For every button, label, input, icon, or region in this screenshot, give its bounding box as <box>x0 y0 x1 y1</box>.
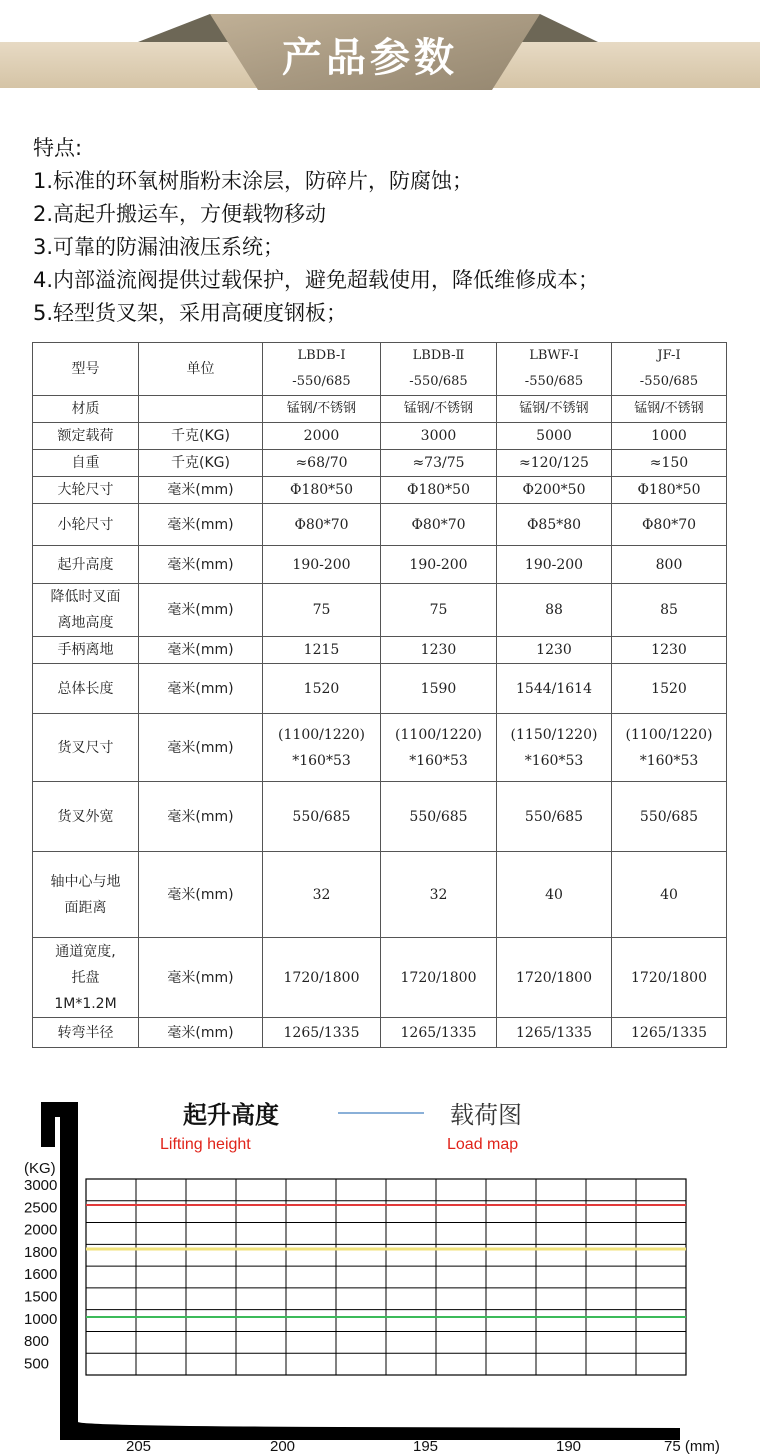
value-cell <box>612 504 727 546</box>
value-cell-line: 锰钢/不锈钢 <box>634 401 704 416</box>
value-cell-line: 550/685 <box>409 808 468 825</box>
param-cell-line: 离地高度 <box>57 615 114 631</box>
x-tick-label: 190 <box>556 1438 582 1455</box>
value-cell-line: (1150/1220) <box>510 726 598 743</box>
param-cell-line: 轴中心与地 <box>50 873 121 890</box>
model-header-cell <box>612 343 727 396</box>
value-cell <box>263 637 381 664</box>
value-cell <box>612 714 727 782</box>
value-cell-line: 190-200 <box>524 556 584 573</box>
param-cell <box>33 546 139 584</box>
value-cell-line: ≈120/125 <box>519 455 589 471</box>
load-chart-svg <box>0 1085 760 1455</box>
value-cell-line: 1520 <box>303 680 340 697</box>
value-cell-line: 锰钢/不锈钢 <box>286 401 357 416</box>
table-row <box>33 396 727 423</box>
value-cell <box>263 450 381 477</box>
y-tick-label: 500 <box>24 1355 50 1373</box>
param-cell-line: 自重 <box>71 455 100 471</box>
value-cell <box>612 782 727 852</box>
value-cell-line: Φ180*50 <box>406 482 470 498</box>
value-cell-line: 1230 <box>420 642 457 658</box>
value-cell-line: 88 <box>545 602 563 618</box>
param-cell <box>33 938 139 1018</box>
page-title: 产品参数 <box>282 35 458 81</box>
x-tick-label: 75 (mm) <box>664 1438 720 1455</box>
value-cell-line: 1265/1335 <box>400 1024 477 1041</box>
value-cell <box>497 450 612 477</box>
feature-item: 3.可靠的防漏油液压系统； <box>33 235 285 259</box>
y-tick-label: 2500 <box>24 1199 58 1217</box>
value-cell-line: (1100/1220) <box>625 726 713 743</box>
value-cell-line: Φ180*50 <box>637 482 701 498</box>
table-row <box>33 423 727 450</box>
y-tick-label: 800 <box>24 1333 50 1351</box>
value-cell-line: 1000 <box>651 428 687 444</box>
value-cell <box>497 423 612 450</box>
value-cell-line: 32 <box>429 886 448 903</box>
unit-cell: 毫米(mm) <box>139 782 263 852</box>
x-tick-label: 205 <box>126 1438 152 1455</box>
value-cell <box>381 714 497 782</box>
value-cell <box>381 852 497 938</box>
value-cell-line: *160*53 <box>524 752 584 769</box>
y-tick-label: 1000 <box>24 1310 58 1328</box>
value-cell-line: 1520 <box>651 680 687 697</box>
value-cell-line: *160*53 <box>292 752 351 769</box>
value-cell-line: *160*53 <box>409 752 468 769</box>
value-cell-line: 40 <box>660 886 678 903</box>
param-cell-line: 材质 <box>71 401 100 417</box>
param-cell-line: 小轮尺寸 <box>57 516 114 533</box>
table-row <box>33 450 727 477</box>
value-cell-line: 1720/1800 <box>631 969 707 986</box>
x-tick-label: 195 <box>413 1438 439 1455</box>
param-cell-line: 货叉外宽 <box>57 808 114 825</box>
unit-cell: 毫米(mm) <box>139 584 263 637</box>
feature-item: 1.标准的环氧树脂粉末涂层，防碎片，防腐蚀； <box>33 169 474 193</box>
chart-grid <box>86 1179 686 1375</box>
value-cell <box>612 1018 727 1048</box>
model-header-cell-line: -550/685 <box>409 374 468 389</box>
param-cell-line: 货叉尺寸 <box>57 739 114 756</box>
value-cell-line: 锰钢/不锈钢 <box>403 401 474 416</box>
table-row <box>33 852 727 938</box>
model-header-cell-line: JF-Ⅰ <box>657 348 681 363</box>
value-cell <box>497 477 612 504</box>
value-cell-line: 1544/1614 <box>516 680 592 697</box>
y-tick-label: 2000 <box>24 1221 58 1239</box>
value-cell <box>381 423 497 450</box>
value-cell <box>497 504 612 546</box>
value-cell <box>612 584 727 637</box>
value-cell-line: Φ200*50 <box>522 482 586 498</box>
y-tick-label: 3000 <box>24 1177 58 1194</box>
table-row <box>33 714 727 782</box>
model-header-cell-line: LBDB-Ⅱ <box>412 348 465 363</box>
value-cell-line: (1100/1220) <box>278 726 365 743</box>
param-cell <box>33 852 139 938</box>
param-cell-line: 大轮尺寸 <box>57 482 114 498</box>
model-header-cell <box>263 343 381 396</box>
unit-cell: 千克(KG) <box>139 423 263 450</box>
value-cell <box>497 584 612 637</box>
table-row <box>33 664 727 714</box>
param-cell-line: 面距离 <box>64 899 107 916</box>
param-cell <box>33 450 139 477</box>
feature-item: 5.轻型货叉架，采用高硬度钢板； <box>33 301 348 325</box>
unit-cell: 毫米(mm) <box>139 664 263 714</box>
value-cell-line: 190-200 <box>292 556 351 573</box>
param-cell <box>33 584 139 637</box>
value-cell-line: Φ80*70 <box>641 516 697 533</box>
value-cell <box>263 782 381 852</box>
feature-item: 4.内部溢流阀提供过载保护，避免超载使用，降低维修成本； <box>33 268 600 292</box>
param-cell <box>33 782 139 852</box>
value-cell-line: Φ80*70 <box>411 516 466 533</box>
value-cell <box>612 938 727 1018</box>
unit-cell: 毫米(mm) <box>139 852 263 938</box>
value-cell-line: 1720/1800 <box>400 969 477 986</box>
value-cell <box>612 664 727 714</box>
unit-cell: 毫米(mm) <box>139 714 263 782</box>
value-cell <box>381 637 497 664</box>
value-cell <box>497 664 612 714</box>
unit-cell: 毫米(mm) <box>139 504 263 546</box>
value-cell <box>263 546 381 584</box>
param-cell <box>33 477 139 504</box>
param-cell-line: 转弯半径 <box>57 1024 114 1041</box>
value-cell-line: 锰钢/不锈钢 <box>519 401 589 416</box>
y-axis-unit: (KG) <box>24 1160 56 1177</box>
value-cell-line: 1265/1335 <box>516 1024 592 1041</box>
table-row <box>33 584 727 637</box>
value-cell <box>263 664 381 714</box>
table-header-row <box>33 343 727 396</box>
param-cell-line: 起升高度 <box>57 556 114 573</box>
value-cell-line: 190-200 <box>409 556 468 573</box>
value-cell-line: 1230 <box>536 642 572 658</box>
value-cell <box>381 504 497 546</box>
feature-item: 2.高起升搬运车，方便载物移动 <box>33 202 327 226</box>
value-cell-line: 550/685 <box>639 808 699 825</box>
value-cell-line: 2000 <box>303 428 340 444</box>
value-cell <box>612 546 727 584</box>
value-cell <box>381 664 497 714</box>
param-cell <box>33 637 139 664</box>
param-cell-line: 1M*1.2M <box>54 995 117 1012</box>
value-cell <box>381 450 497 477</box>
value-cell-line: 75 <box>312 602 331 618</box>
param-cell <box>33 504 139 546</box>
header-unit-cell: 单位 <box>139 343 263 396</box>
value-cell <box>497 637 612 664</box>
value-cell <box>263 504 381 546</box>
chart-title-en: Lifting height <box>160 1136 251 1153</box>
value-cell-line: 1265/1335 <box>631 1024 707 1041</box>
unit-cell: 千克(KG) <box>139 450 263 477</box>
value-cell <box>497 546 612 584</box>
value-cell <box>612 477 727 504</box>
value-cell-line: 550/685 <box>292 808 351 825</box>
value-cell-line: 550/685 <box>524 808 584 825</box>
features-section <box>33 132 733 330</box>
unit-cell: 毫米(mm) <box>139 477 263 504</box>
value-cell-line: 800 <box>655 556 683 573</box>
x-tick-label: 200 <box>270 1438 296 1455</box>
value-cell-line: (1100/1220) <box>395 726 482 743</box>
value-cell <box>381 477 497 504</box>
y-tick-label: 1600 <box>24 1266 58 1284</box>
model-header-cell-line: -550/685 <box>292 374 351 389</box>
value-cell <box>263 1018 381 1048</box>
table-row <box>33 637 727 664</box>
unit-cell: 毫米(mm) <box>139 1018 263 1048</box>
header-param-cell: 型号 <box>33 343 139 396</box>
unit-cell: 毫米(mm) <box>139 938 263 1018</box>
unit-cell: 毫米(mm) <box>139 546 263 584</box>
param-cell <box>33 664 139 714</box>
value-cell <box>497 1018 612 1048</box>
model-header-cell <box>381 343 497 396</box>
value-cell-line: 1720/1800 <box>283 969 360 986</box>
y-tick-label: 1800 <box>24 1243 58 1261</box>
value-cell-line: 32 <box>312 886 331 903</box>
value-cell <box>612 396 727 423</box>
table-row <box>33 938 727 1018</box>
value-cell <box>612 852 727 938</box>
load-chart <box>0 1085 760 1455</box>
param-cell-line: 通道宽度, <box>55 943 116 960</box>
value-cell <box>612 450 727 477</box>
param-cell-line: 降低时叉面 <box>50 589 121 605</box>
value-cell <box>381 584 497 637</box>
features-heading: 特点: <box>33 136 83 160</box>
model-header-cell-line: -550/685 <box>639 374 699 389</box>
value-cell-line: 40 <box>545 886 563 903</box>
param-cell-line: 总体长度 <box>57 680 114 697</box>
model-header-cell-line: -550/685 <box>524 374 584 389</box>
model-header-cell-line: LBDB-Ⅰ <box>297 348 346 363</box>
unit-cell: 毫米(mm) <box>139 637 263 664</box>
header-banner <box>0 0 760 100</box>
y-tick-label: 1500 <box>24 1288 58 1306</box>
value-cell-line: 1720/1800 <box>516 969 592 986</box>
value-cell-line: 1230 <box>651 642 687 658</box>
value-cell <box>497 396 612 423</box>
param-cell <box>33 396 139 423</box>
table-row <box>33 546 727 584</box>
value-cell-line: 85 <box>660 602 678 618</box>
value-cell <box>263 423 381 450</box>
value-cell-line: ≈150 <box>649 455 689 471</box>
value-cell <box>381 938 497 1018</box>
param-cell-line: 额定载荷 <box>57 428 114 444</box>
legend-label-en: Load map <box>447 1136 519 1153</box>
value-cell-line: ≈68/70 <box>295 455 348 471</box>
chart-frame <box>41 1102 680 1440</box>
value-cell <box>497 852 612 938</box>
y-tick-labels <box>24 1177 57 1372</box>
value-cell-line: 5000 <box>536 428 572 444</box>
value-cell <box>381 396 497 423</box>
value-cell <box>263 938 381 1018</box>
value-cell-line: Φ180*50 <box>289 482 353 498</box>
value-cell <box>497 782 612 852</box>
param-cell-line: 托盘 <box>71 969 100 986</box>
value-cell <box>612 423 727 450</box>
value-cell <box>497 938 612 1018</box>
value-cell <box>263 477 381 504</box>
value-cell <box>497 714 612 782</box>
legend-label: 载荷图 <box>450 1101 522 1129</box>
table-row <box>33 1018 727 1048</box>
value-cell <box>263 714 381 782</box>
value-cell-line: Φ80*70 <box>294 516 349 533</box>
spec-table <box>32 342 727 1048</box>
value-cell <box>381 1018 497 1048</box>
spec-table-body <box>33 343 727 1048</box>
param-cell-line: 手柄离地 <box>57 642 114 658</box>
value-cell-line: 75 <box>429 602 448 618</box>
table-row <box>33 782 727 852</box>
model-header-cell <box>497 343 612 396</box>
table-row <box>33 504 727 546</box>
value-cell-line: ≈73/75 <box>412 455 465 471</box>
value-cell-line: 3000 <box>420 428 457 444</box>
value-cell-line: 1590 <box>420 680 457 697</box>
value-cell <box>381 782 497 852</box>
value-cell <box>263 584 381 637</box>
unit-cell <box>139 396 263 423</box>
value-cell <box>263 396 381 423</box>
param-cell <box>33 1018 139 1048</box>
value-cell-line: 1265/1335 <box>283 1024 360 1041</box>
value-cell <box>263 852 381 938</box>
param-cell <box>33 423 139 450</box>
param-cell <box>33 714 139 782</box>
value-cell <box>381 546 497 584</box>
value-cell-line: 1215 <box>303 642 340 658</box>
value-cell <box>612 637 727 664</box>
chart-title: 起升高度 <box>183 1101 279 1129</box>
value-cell-line: *160*53 <box>639 752 699 769</box>
x-tick-labels <box>126 1438 720 1455</box>
value-cell-line: Φ85*80 <box>526 516 582 533</box>
model-header-cell-line: LBWF-Ⅰ <box>529 348 579 363</box>
table-row <box>33 477 727 504</box>
